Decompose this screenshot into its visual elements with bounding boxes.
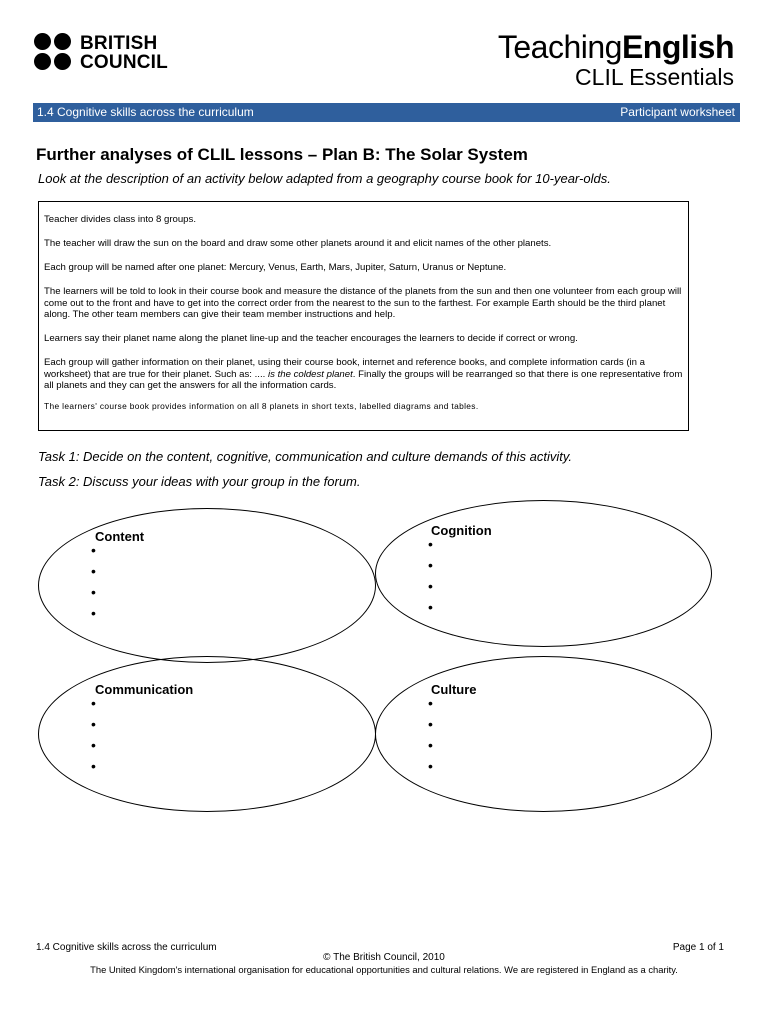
activity-paragraph: The teacher will draw the sun on the board and draw some other planets around it and elicit names of the other planets. xyxy=(44,238,552,249)
band-section-label: 1.4 Cognitive skills across the curriculum xyxy=(37,105,254,119)
page-subtitle: Look at the description of an activity below adapted from a geography course book for 10-year-olds. xyxy=(38,171,611,186)
bullet-item xyxy=(91,735,96,756)
brand-title xyxy=(498,30,734,64)
culture-bullets xyxy=(428,693,433,777)
teaching-english-logo xyxy=(498,30,734,90)
footer-page-number: Page 1 of 1 xyxy=(672,942,724,953)
culture-label: Culture xyxy=(431,682,477,697)
brand-part2: English xyxy=(621,29,734,65)
activity-paragraph: Learners say their planet name along the planet line-up and the teacher encourages the learners to decide if correct or wrong. xyxy=(44,333,578,344)
activity-italic-text: is the coldest planet xyxy=(267,368,353,380)
bullet-item xyxy=(428,597,433,618)
footer-section-label: 1.4 Cognitive skills across the curriculum xyxy=(36,942,217,953)
culture-oval xyxy=(375,656,712,812)
cognition-label: Cognition xyxy=(431,523,492,538)
task-1: Task 1: Decide on the content, cognitive, communication and culture demands of this activity. xyxy=(38,449,573,464)
section-band xyxy=(33,103,740,122)
activity-paragraph: Teacher divides class into 8 groups. xyxy=(44,214,196,225)
content-oval xyxy=(38,508,376,663)
bullet-item xyxy=(428,576,433,597)
activity-paragraph: The learners will be told to look in their course book and measure the distance of the planets from the sun and then one volunteer from each group will come out to the front and have to get into the correct order from the nearest to the sun to the farthest. For example Earth should be the third planet along. The other team members can give their team member instructions and help. xyxy=(44,286,682,320)
bullet-item xyxy=(428,693,433,714)
content-bullets xyxy=(91,540,96,624)
org-logo-text xyxy=(80,34,168,72)
activity-text: Each group will gather information on their planet, using their course book, internet and reference books, and complete information cards (in a worksheet) that are true for their planet. Such as: .... xyxy=(44,357,646,380)
band-worksheet-label: Participant worksheet xyxy=(620,105,735,119)
footer-copyright: © The British Council, 2010 xyxy=(323,952,445,963)
brand-part1: Teaching xyxy=(497,29,622,65)
activity-paragraph: The learners' course book provides information on all 8 planets in short texts, labelled diagrams and tables. xyxy=(44,401,479,411)
bullet-item xyxy=(428,555,433,576)
bullet-item xyxy=(91,756,96,777)
activity-box xyxy=(38,201,689,431)
communication-label: Communication xyxy=(95,682,194,697)
communication-oval xyxy=(38,656,376,812)
bullet-item xyxy=(91,603,96,624)
bullet-item xyxy=(91,561,96,582)
bullet-item xyxy=(91,540,96,561)
cognition-bullets xyxy=(428,534,433,618)
brand-subtitle: CLIL Essentials xyxy=(575,64,734,90)
org-logo-line2: COUNCIL xyxy=(80,52,168,73)
bullet-item xyxy=(428,714,433,735)
activity-paragraph: Each group will be named after one planet: Mercury, Venus, Earth, Mars, Jupiter, Saturn, Uranus or Neptune. xyxy=(44,262,507,273)
bullet-item xyxy=(91,582,96,603)
org-logo-line1: BRITISH xyxy=(80,33,158,54)
bullet-item xyxy=(91,714,96,735)
british-council-logo xyxy=(34,33,184,75)
cognition-oval xyxy=(375,500,712,647)
bullet-item xyxy=(428,756,433,777)
bullet-item xyxy=(428,735,433,756)
content-label: Content xyxy=(95,529,145,544)
task-2: Task 2: Discuss your ideas with your group in the forum. xyxy=(38,474,361,489)
footer-charity-note: The United Kingdom's international organisation for educational opportunities and cultural relations. We are registered in England as a charity. xyxy=(90,964,678,975)
activity-text: . Finally the groups will be rearranged so that there is one representative from all planets and they can get the answers for all the information cards. xyxy=(44,368,683,391)
logo-dots-icon xyxy=(34,33,74,73)
bullet-item xyxy=(428,534,433,555)
activity-paragraph xyxy=(44,357,684,392)
communication-bullets xyxy=(91,693,96,777)
page-title: Further analyses of CLIL lessons – Plan B: The Solar System xyxy=(36,145,528,164)
bullet-item xyxy=(91,693,96,714)
